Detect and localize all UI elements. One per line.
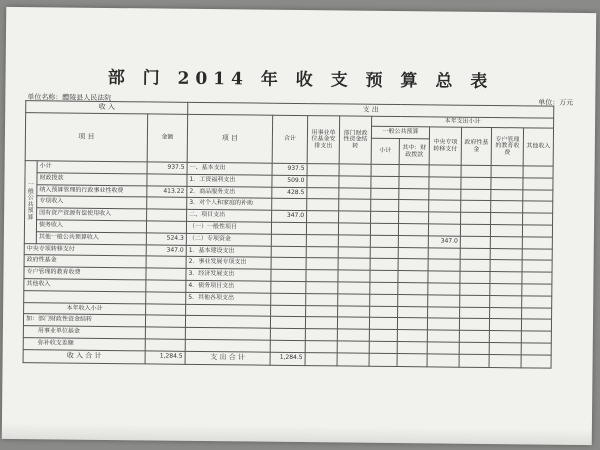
income-amount [146,303,186,315]
side-label: 一般公共预算 [24,161,37,244]
expense-item-name: 二、项目支出 [187,210,272,223]
empty-cell [306,246,338,258]
empty-cell [371,164,399,176]
unit-name: 单位名称：醴陵县人民法院 [27,93,112,103]
empty-cell [371,188,399,200]
income-total-value: 1,284.5 [145,351,185,364]
income-item-name: 专项收入 [37,196,147,209]
other-income-header: 其他收入 [523,128,553,166]
expense-item-name: 1．工资福利支出 [187,174,272,187]
empty-cell [338,235,370,247]
empty-cell [523,213,553,225]
empty-cell [521,343,551,355]
empty-cell [338,258,370,270]
income-amount-header: 金额 [147,114,188,162]
expense-total-value: 1,284.5 [270,352,305,365]
empty-cell [461,189,491,201]
empty-cell [338,223,370,235]
empty-cell [522,307,552,319]
expense-item-name: 5．其他各项支出 [186,292,271,305]
empty-cell [305,341,337,353]
income-item-name: 专户管理的教育收费 [24,267,146,280]
empty-cell [370,259,398,271]
expense-item-name: 2．事业发展专项支出 [186,257,271,270]
income-item-name: 国有资产资源有偿使用收入 [37,208,147,221]
empty-cell [307,164,339,176]
fiscal-allot-header: 其中：财政拨款 [399,139,429,165]
empty-cell [339,211,371,223]
empty-cell [399,188,429,200]
empty-cell [370,235,398,247]
currency-unit: 单位：万元 [538,98,574,107]
empty-cell [399,200,429,212]
empty-cell [490,295,522,307]
page-shadow [2,423,592,445]
empty-cell [370,270,398,282]
income-amount [145,315,185,327]
empty-cell [523,178,553,190]
income-item-name: 其他一般公共预算收入 [36,232,146,245]
empty-cell [522,272,552,284]
gov-fund-header: 政府性基金 [461,127,491,165]
expense-item-name [185,316,270,329]
empty-cell [369,341,397,353]
empty-cell [459,342,489,354]
current-year-header: 本年支出小计 [372,116,554,128]
empty-cell [337,341,369,353]
income-amount [145,327,185,339]
income-item-name: 债务收入 [36,220,146,233]
empty-cell [399,212,429,224]
central-transfer-cell [428,247,460,259]
empty-cell [337,329,369,341]
central-transfer-cell [428,283,460,295]
empty-cell [399,165,429,177]
total-header: 合计 [272,115,308,163]
empty-cell [461,177,491,189]
empty-cell [370,247,398,259]
empty-cell [337,353,369,366]
fiscal-carryover-header: 部门财政性资金结转 [339,116,372,164]
empty-cell [398,224,428,236]
empty-cell [338,294,370,306]
empty-cell [489,319,521,331]
empty-cell [523,189,553,201]
empty-cell [305,317,337,329]
empty-cell [398,247,428,259]
expense-total [271,305,306,317]
central-transfer-cell [428,295,460,307]
empty-cell [306,305,338,317]
empty-cell [523,166,553,178]
empty-cell [371,211,399,223]
income-amount [146,268,186,280]
empty-cell [399,176,429,188]
income-section-header: 收 入 [26,101,188,115]
empty-cell [397,341,427,353]
empty-cell [306,270,338,282]
empty-cell [398,271,428,283]
expense-total: 347.0 [272,210,307,222]
empty-cell [306,258,338,270]
expense-item-name: 1．基本建设支出 [186,245,271,258]
empty-cell [521,355,551,368]
expense-item-name: （二）专项资金 [186,233,271,246]
empty-cell [397,353,427,366]
empty-cell [522,248,552,260]
income-item-name: 财政拨款 [37,173,147,186]
empty-cell [338,246,370,258]
empty-cell [307,187,339,199]
income-amount [146,221,186,233]
empty-cell [398,259,428,271]
expense-section-header: 支 出 [188,102,554,118]
expense-item-name [186,304,271,317]
empty-cell [460,248,490,260]
central-transfer-cell [428,271,460,283]
empty-cell [460,260,490,272]
expense-total: 428.5 [272,187,307,199]
empty-cell [339,188,371,200]
empty-cell [461,212,491,224]
expense-total [271,293,306,305]
empty-cell [491,189,523,201]
empty-cell [370,306,398,318]
empty-cell [490,272,522,284]
empty-cell [490,248,522,260]
empty-cell [490,307,522,319]
income-amount: 347.0 [146,244,186,256]
expense-total [270,317,305,329]
expense-total [271,258,306,270]
empty-cell [307,175,339,187]
empty-cell [306,282,338,294]
expense-item-name: 2．商品服务支出 [187,186,272,199]
central-transfer-cell [427,330,459,342]
expense-total [270,328,305,340]
income-total-label: 收 入 合 计 [23,349,145,363]
expense-total [271,281,306,293]
expense-item-name: 3．经济发展支出 [186,268,271,281]
expense-item-name [185,339,270,352]
income-item-name: 本年收入小计 [24,302,146,315]
empty-cell [337,317,369,329]
empty-cell [523,201,553,213]
income-item-name: 用事业单位基金 [23,326,145,339]
fund-expense-header: 用事业单位基金安排支出 [307,116,340,164]
empty-cell [460,224,490,236]
central-transfer-cell [427,318,459,330]
expense-total [272,199,307,211]
empty-cell [522,260,552,272]
empty-cell [398,306,428,318]
subtotal-header: 小计 [371,138,399,164]
empty-cell [371,200,399,212]
empty-cell [522,284,552,296]
empty-cell [459,354,489,367]
central-transfer-cell [429,165,461,177]
empty-cell [338,305,370,317]
income-item-name: 弥补收支差额 [23,338,145,351]
empty-cell [489,331,521,343]
expense-item-name: 一、基本支出 [187,162,272,175]
expense-item-name: 3．对个人和家庭的补助 [187,198,272,211]
expense-total [271,269,306,281]
income-amount [145,339,185,351]
budget-table [23,100,555,368]
empty-cell [307,211,339,223]
empty-cell [398,283,428,295]
income-item-name: 中央专项转移支付 [24,243,146,256]
empty-cell [370,282,398,294]
central-transfer-cell [427,342,459,354]
empty-cell [306,293,338,305]
income-item-name: 加：部门财政性资金结转 [23,314,145,327]
empty-cell [489,354,521,367]
empty-cell [307,199,339,211]
general-budget-header: 一般公共预算 [371,126,429,139]
expense-total: 937.5 [272,163,307,175]
income-amount: 413.22 [147,185,187,197]
expense-total [271,234,306,246]
empty-cell [491,177,523,189]
empty-cell [369,329,397,341]
empty-cell [461,201,491,213]
expense-item-header: 项 目 [187,114,272,163]
income-item-name: 其他收入 [24,279,146,292]
empty-cell [397,330,427,342]
empty-cell [490,260,522,272]
income-item-name: 纳入预算管理的行政事业性收费 [37,184,147,197]
expense-item-name: （一）一般性项目 [186,221,271,234]
empty-cell [522,225,552,237]
empty-cell [459,319,489,331]
income-item-name: 政府性基金 [24,255,146,268]
expense-total: 509.0 [272,175,307,187]
empty-cell [369,318,397,330]
central-transfer-cell [429,212,461,224]
special-edu-header: 专户管理的教育收费 [491,128,523,166]
empty-cell [461,165,491,177]
empty-cell [306,223,338,235]
empty-cell [397,318,427,330]
empty-cell [459,330,489,342]
empty-cell [489,342,521,354]
empty-cell [522,296,552,308]
empty-cell [460,307,490,319]
income-amount [147,174,187,186]
empty-cell [490,283,522,295]
empty-cell [490,224,522,236]
expense-item-name: 4．债务项目支出 [186,280,271,293]
income-amount [146,292,186,304]
central-transfer-header: 中央专项转移支付 [429,127,461,165]
empty-cell [306,234,338,246]
income-amount [147,209,187,221]
empty-cell [398,294,428,306]
empty-cell [305,329,337,341]
empty-cell [491,213,523,225]
central-transfer-cell [429,188,461,200]
income-amount [147,197,187,209]
empty-cell [522,237,552,249]
expense-total [271,222,306,234]
central-transfer-cell [429,177,461,189]
expense-total [271,246,306,258]
page-title: 部 门 2014 年 收 支 预 算 总 表 [107,67,494,93]
empty-cell [305,352,337,365]
empty-cell [339,199,371,211]
empty-cell [338,282,370,294]
empty-cell [338,270,370,282]
empty-cell [370,294,398,306]
income-item-name: 小计 [37,161,147,174]
empty-cell [427,354,459,367]
empty-cell [369,353,397,366]
document-sheet [2,7,596,445]
empty-cell [371,176,399,188]
empty-cell [491,201,523,213]
central-transfer-cell: 347.0 [428,236,460,248]
empty-cell [460,283,490,295]
income-amount: 937.5 [147,162,187,174]
empty-cell [460,236,490,248]
central-transfer-cell [428,224,460,236]
central-transfer-cell [429,200,461,212]
empty-cell [370,223,398,235]
expense-item-name [185,327,270,340]
income-amount: 524.3 [146,233,186,245]
empty-cell [521,331,551,343]
empty-cell [339,164,371,176]
empty-cell [491,166,523,178]
income-amount [146,280,186,292]
expense-total-label: 支 出 合 计 [185,351,270,365]
budget-table-wrapper [23,100,555,368]
empty-cell [521,319,551,331]
empty-cell [460,271,490,283]
empty-cell [460,295,490,307]
income-amount [146,256,186,268]
empty-cell [398,235,428,247]
central-transfer-cell [428,259,460,271]
empty-cell [339,176,371,188]
central-transfer-cell [428,306,460,318]
expense-total [270,340,305,352]
empty-cell [490,236,522,248]
income-item-header: 项 目 [25,113,147,162]
